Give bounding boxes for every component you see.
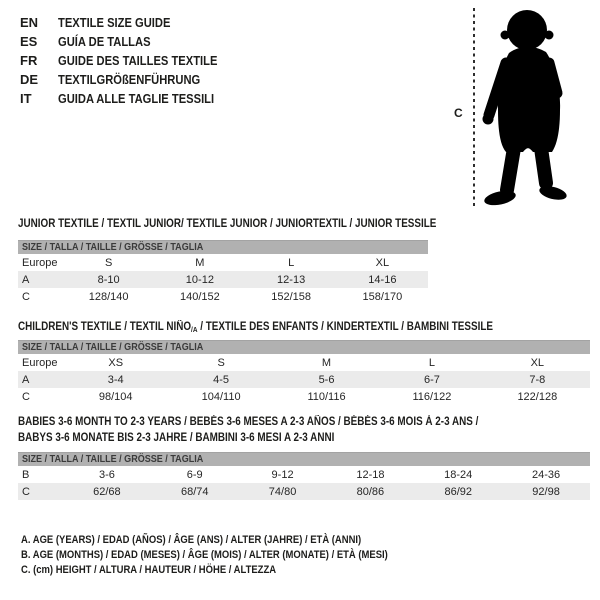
table-header: SIZE / TALLA / TAILLE / GRÖSSE / TAGLIA xyxy=(18,452,590,466)
language-code: DE xyxy=(20,72,39,87)
age-cell: 4-5 xyxy=(213,373,230,386)
table-row-age xyxy=(18,371,590,388)
age-cell: 12-13 xyxy=(277,273,306,286)
language-code: ES xyxy=(20,34,38,49)
children-section-heading: CHILDREN'S TEXTILE / TEXTIL $NIÑO_{/A}$ / TEXTILE DES ENFANTS / KINDERTEXTIL / BAMBINI TESSILE xyxy=(18,321,493,334)
babies-section-heading: BABIES 3-6 MONTH TO 2-3 YEARS / BEBÉS 3-6 MESES A 2-3 AÑOS / BÉBÉS 3-6 MOIS À 2-3 ANS / BABYS 3-6 MONATE BIS 2-3 JAHRE / BAMBINI 3-6 MESI A 2-3 ANNI xyxy=(18,416,479,444)
row-label: C xyxy=(22,390,30,403)
row-label: Europe xyxy=(22,356,58,369)
legend-line-b: B. AGE (MONTHS) / EDAD (MESES) / ÂGE (MOIS) / ALTER (MONATE) / ETÀ (MESI) xyxy=(21,549,388,561)
table-header: SIZE / TALLA / TAILLE / GRÖSSE / TAGLIA xyxy=(18,340,590,354)
age-cell: 18-24 xyxy=(444,468,473,481)
language-code: IT xyxy=(20,91,32,106)
size-cell: M xyxy=(195,256,205,269)
language-title: GUIDE DES TAILLES TEXTILE xyxy=(58,53,218,68)
size-cell: XL xyxy=(375,256,390,269)
table-row-height xyxy=(18,288,428,305)
children-size-table xyxy=(18,340,590,405)
table-row-height xyxy=(18,483,590,500)
language-code: FR xyxy=(20,53,38,68)
size-cell: L xyxy=(288,256,295,269)
junior-size-table xyxy=(18,240,428,305)
age-cell: 6-9 xyxy=(186,468,203,481)
size-cell: S xyxy=(104,256,113,269)
babies-size-table xyxy=(18,452,590,500)
height-cell: 80/86 xyxy=(356,485,385,498)
height-cell: 74/80 xyxy=(268,485,297,498)
height-cell: 104/110 xyxy=(201,390,241,403)
language-title: GUIDA ALLE TAGLIE TESSILI xyxy=(58,91,215,106)
age-cell: 7-8 xyxy=(529,373,546,386)
size-cell: S xyxy=(217,356,225,369)
language-title: TEXTILE SIZE GUIDE xyxy=(58,15,171,30)
language-row-it xyxy=(20,89,243,108)
size-cell: XL xyxy=(530,356,545,369)
age-cell: 12-18 xyxy=(356,468,385,481)
row-label: Europe xyxy=(22,256,58,269)
height-cell: 98/104 xyxy=(98,390,133,403)
legend-line-a: A. AGE (YEARS) / EDAD (AÑOS) / ÂGE (ANS) / ALTER (JAHRE) / ETÀ (ANNI) xyxy=(21,534,362,546)
height-cell: 86/92 xyxy=(444,485,472,498)
table-row-age-months xyxy=(18,466,590,483)
age-cell: 5-6 xyxy=(318,373,335,386)
language-row-fr xyxy=(20,51,243,70)
table-header: SIZE / TALLA / TAILLE / GRÖSSE / TAGLIA xyxy=(18,240,428,254)
age-cell: 3-6 xyxy=(98,468,115,481)
row-label: A xyxy=(22,273,30,286)
size-cell: M xyxy=(321,356,332,369)
height-cell: 92/98 xyxy=(532,485,560,498)
height-cell: 158/170 xyxy=(362,290,403,303)
row-label: C xyxy=(22,290,30,303)
language-list xyxy=(20,13,243,108)
age-cell: 9-12 xyxy=(271,468,294,481)
language-title: TEXTILGRÖßENFÜHRUNG xyxy=(58,72,201,87)
height-cell: 110/116 xyxy=(307,390,346,403)
size-cell: XS xyxy=(108,356,124,369)
legend-line-c: C. (cm) HEIGHT / ALTURA / HAUTEUR / HÖHE / ALTEZZA xyxy=(21,564,277,576)
table-row-age xyxy=(18,271,428,288)
table-row-europe xyxy=(18,354,590,371)
row-label: A xyxy=(22,373,30,386)
toddler-silhouette-icon xyxy=(476,5,576,210)
age-cell: 3-4 xyxy=(107,373,124,386)
row-label: B xyxy=(22,468,30,481)
height-label-c: C xyxy=(454,106,463,120)
height-cell: 68/74 xyxy=(180,485,209,498)
height-cell: 152/158 xyxy=(271,290,311,303)
age-cell: 24-36 xyxy=(531,468,561,481)
table-row-height xyxy=(18,388,590,405)
age-cell: 14-16 xyxy=(368,273,397,286)
row-label: C xyxy=(22,485,30,498)
language-row-de xyxy=(20,70,243,89)
junior-section-heading: JUNIOR TEXTILE / TEXTIL JUNIOR/ TEXTILE JUNIOR / JUNIORTEXTIL / JUNIOR TESSILE xyxy=(18,218,437,230)
heading-subscript: /A xyxy=(191,325,198,334)
age-cell: 6-7 xyxy=(423,373,440,386)
height-cell: 140/152 xyxy=(179,290,220,303)
language-row-en xyxy=(20,13,243,32)
legend xyxy=(21,534,448,579)
language-title: GUÍA DE TALLAS xyxy=(58,34,151,49)
table-row-europe xyxy=(18,254,428,271)
age-cell: 8-10 xyxy=(97,273,120,286)
height-cell: 116/122 xyxy=(412,390,452,403)
height-cell: 128/140 xyxy=(88,290,129,303)
height-dashed-line xyxy=(473,8,475,208)
language-code: EN xyxy=(20,15,39,30)
height-cell: 122/128 xyxy=(517,390,558,403)
language-row-es xyxy=(20,32,243,51)
age-cell: 10-12 xyxy=(185,273,214,286)
height-cell: 62/68 xyxy=(93,485,121,498)
size-cell: L xyxy=(428,356,435,369)
